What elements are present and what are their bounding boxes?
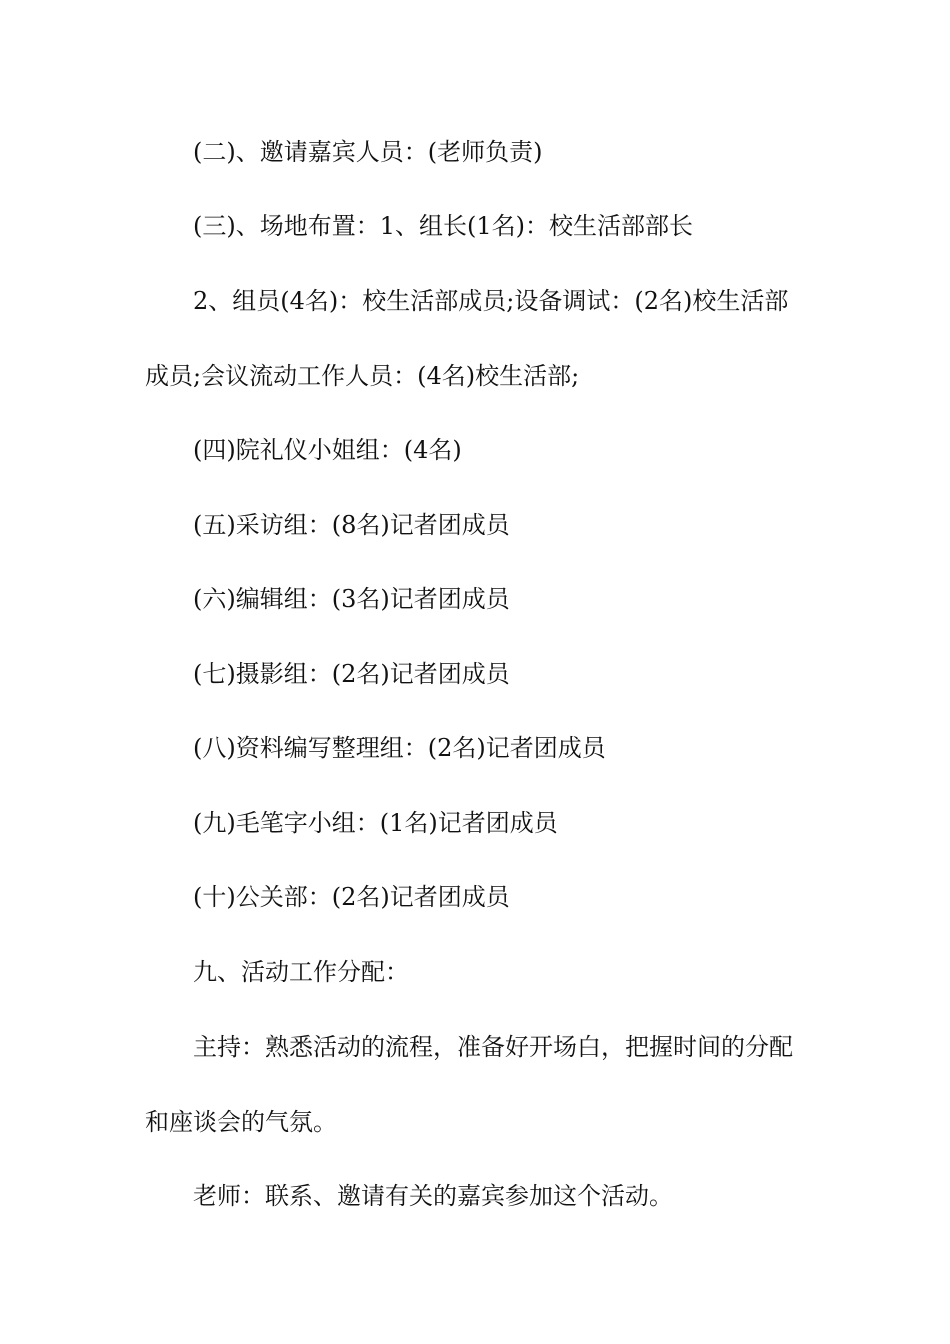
paragraph-photography-group: (七)摄影组：(2名)记者团成员	[193, 660, 510, 688]
paragraph-host-duties-continued: 和座谈会的气氛。	[145, 1108, 337, 1136]
paragraph-calligraphy-group: (九)毛笔字小组：(1名)记者团成员	[193, 809, 558, 837]
paragraph-etiquette-group: (四)院礼仪小姐组：(4名)	[193, 436, 462, 464]
paragraph-team-members-continued: 成员;会议流动工作人员：(4名)校生活部;	[145, 362, 580, 390]
paragraph-venue-setup: (三)、场地布置：1、组长(1名)：校生活部部长	[193, 212, 693, 240]
paragraph-team-members: 2、组员(4名)：校生活部成员;设备调试：(2名)校生活部	[193, 287, 789, 315]
paragraph-editing-group: (六)编辑组：(3名)记者团成员	[193, 585, 510, 613]
section-heading-work-assignment: 九、活动工作分配：	[193, 958, 409, 986]
paragraph-documentation-group: (八)资料编写整理组：(2名)记者团成员	[193, 734, 606, 762]
paragraph-invite-guests: (二)、邀请嘉宾人员：(老师负责)	[193, 138, 543, 166]
paragraph-public-relations: (十)公关部：(2名)记者团成员	[193, 883, 510, 911]
paragraph-host-duties: 主持：熟悉活动的流程，准备好开场白，把握时间的分配	[193, 1033, 793, 1061]
paragraph-interview-group: (五)采访组：(8名)记者团成员	[193, 511, 510, 539]
paragraph-teacher-duties: 老师：联系、邀请有关的嘉宾参加这个活动。	[193, 1182, 673, 1210]
